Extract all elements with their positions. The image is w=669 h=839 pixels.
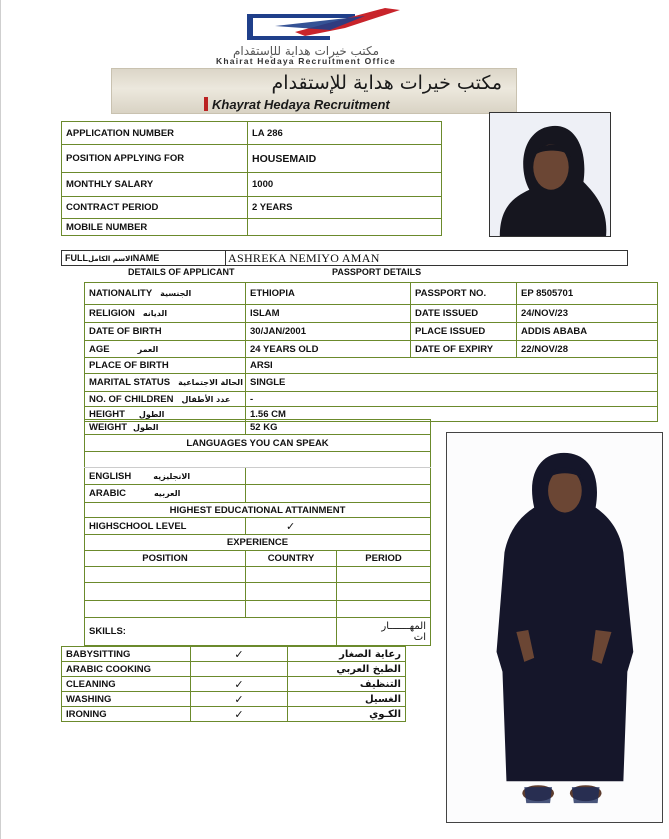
arabic-label-ar: العربيه (153, 489, 181, 498)
skills-label: SKILLS: (85, 618, 337, 646)
date-issued-value: 24/NOV/23 (517, 305, 658, 323)
company-banner (111, 68, 517, 114)
salary-value: 1000 (248, 173, 442, 197)
height-label-ar: الطول (138, 409, 165, 419)
skill-babysitting-ar: رعاية الصغار (288, 647, 406, 662)
details-table (84, 282, 658, 422)
height-value: 1.56 CM (246, 407, 658, 422)
logo-mark-icon (235, 6, 405, 46)
table-row (85, 601, 431, 618)
skills-label-ar-line2: ات (413, 631, 426, 643)
skills-label-ar (337, 618, 431, 646)
place-issued-label: PLACE ISSUED (411, 323, 517, 341)
marital-label: MARITAL STATUS (89, 377, 171, 388)
full-name-label (62, 251, 226, 265)
languages-header: LANGUAGES YOU CAN SPEAK (85, 435, 431, 452)
full-name-label-en2: NAME (132, 253, 160, 263)
skill-cooking-label: ARABIC COOKING (62, 662, 191, 677)
place-issued-value: ADDIS ABABA (517, 323, 658, 341)
marital-value: SINGLE (246, 374, 658, 392)
date-expiry-label: DATE OF EXPIRY (411, 341, 517, 358)
religion-value: ISLAM (246, 305, 411, 323)
table-row (62, 662, 406, 677)
nationality-label: NATIONALITY (89, 288, 153, 299)
experience-col-period: PERIOD (337, 551, 431, 567)
full-body-photo (446, 432, 663, 823)
date-issued-label: DATE ISSUED (411, 305, 517, 323)
table-row (85, 468, 431, 485)
banner-english-text: Khayrat Hedaya Recruitment (212, 97, 390, 112)
table-row (62, 707, 406, 722)
skill-ironing-ar: الكـوي (288, 707, 406, 722)
table-row (62, 647, 406, 662)
table-row (85, 503, 431, 518)
children-value: - (246, 392, 658, 407)
position-value: HOUSEMAID (248, 145, 442, 173)
table-row (85, 551, 431, 567)
full-name-value: ASHREKA NEMIYO AMAN (228, 251, 380, 265)
skill-cooking-ar: الطبخ العربي (288, 662, 406, 677)
table-row (85, 341, 658, 358)
application-number-value: LA 286 (248, 122, 442, 145)
table-row (85, 392, 658, 407)
education-label: HIGHSCHOOL LEVEL (85, 518, 246, 535)
pob-label: PLACE OF BIRTH (85, 358, 246, 374)
height-label: HEIGHT (89, 408, 125, 420)
passport-no-label: PASSPORT NO. (411, 283, 517, 305)
details-header: DETAILS OF APPLICANT (128, 267, 235, 277)
position-label: POSITION APPLYING FOR (62, 145, 248, 173)
weight-label-ar: الطول (133, 422, 159, 432)
lower-form-table (84, 419, 431, 646)
company-logo (161, 6, 451, 64)
children-label-ar: عدد الأطفال (181, 394, 231, 404)
banner-accent (204, 97, 208, 111)
table-row (85, 518, 431, 535)
table-row (85, 323, 658, 341)
full-name-label-ar: الاسم الكامل (88, 255, 133, 263)
table-row (85, 618, 431, 646)
full-name-label-en: FULL (65, 253, 88, 263)
table-row (85, 435, 431, 452)
mobile-label: MOBILE NUMBER (62, 219, 248, 236)
skill-cleaning-ar: التنظيف (288, 677, 406, 692)
education-header: HIGHEST EDUCATIONAL ATTAINMENT (85, 503, 431, 518)
table-row (85, 374, 658, 392)
skill-cooking-check-icon (191, 662, 288, 677)
banner-arabic-text: مكتب خيرات هداية للإستقدام (271, 72, 502, 94)
skill-babysitting-check-icon: ✓ (191, 647, 288, 662)
religion-label-ar: الديانه (142, 309, 168, 318)
arabic-label: ARABIC (89, 488, 126, 499)
religion-label: RELIGION (89, 308, 135, 319)
english-value (246, 468, 431, 485)
table-row (85, 567, 431, 583)
skill-cleaning-check-icon: ✓ (191, 677, 288, 692)
skill-washing-ar: الغسيل (288, 692, 406, 707)
table-row (85, 535, 431, 551)
table-row (62, 219, 442, 236)
table-row (85, 420, 431, 435)
salary-label: MONTHLY SALARY (62, 173, 248, 197)
experience-header: EXPERIENCE (85, 535, 431, 551)
age-label: AGE (89, 343, 110, 355)
table-row (62, 145, 442, 173)
table-row (62, 197, 442, 219)
table-row (85, 283, 658, 305)
marital-label-ar: الحالة الاجتماعية (178, 378, 243, 387)
experience-col-country: COUNTRY (246, 551, 337, 567)
table-row (85, 452, 431, 468)
passport-photo (489, 112, 611, 237)
mobile-value (248, 219, 442, 236)
arabic-value (246, 485, 431, 503)
skills-label-ar-line1: المهـــــــار (381, 620, 426, 632)
dob-value: 30/JAN/2001 (246, 323, 411, 341)
dob-label: DATE OF BIRTH (85, 323, 246, 341)
nationality-label-ar: الجنسية (160, 289, 192, 298)
application-table (61, 121, 442, 236)
logo-arabic-text: مكتب خيرات هداية للإستقدام (232, 44, 380, 58)
table-row (62, 692, 406, 707)
skills-table (61, 646, 406, 722)
application-number-label: APPLICATION NUMBER (62, 122, 248, 145)
weight-value: 52 KG (246, 420, 431, 435)
person-portrait-icon (490, 113, 610, 236)
table-row (85, 358, 658, 374)
skill-washing-check-icon: ✓ (191, 692, 288, 707)
children-label: NO. OF CHILDREN (89, 393, 174, 405)
age-label-ar: العمر (137, 344, 159, 354)
table-row (62, 173, 442, 197)
table-row (85, 485, 431, 503)
person-full-body-icon (447, 433, 662, 822)
skill-ironing-label: IRONING (62, 707, 191, 722)
skill-cleaning-label: CLEANING (62, 677, 191, 692)
english-label-ar: الانجليزيه (153, 471, 191, 481)
pob-value: ARSI (246, 358, 658, 374)
table-row (85, 305, 658, 323)
skill-babysitting-label: BABYSITTING (62, 647, 191, 662)
table-row (62, 122, 442, 145)
english-label: ENGLISH (89, 470, 132, 482)
contract-value: 2 YEARS (248, 197, 442, 219)
experience-col-position: POSITION (85, 551, 246, 567)
age-value: 24 YEARS OLD (246, 341, 411, 358)
logo-english-text: Khairat Hedaya Recruitment Office (216, 56, 396, 66)
passport-no-value: EP 8505701 (517, 283, 658, 305)
full-name-row (61, 250, 628, 266)
skill-ironing-check-icon: ✓ (191, 707, 288, 722)
passport-header: PASSPORT DETAILS (332, 267, 422, 277)
table-row (62, 677, 406, 692)
table-row (85, 583, 431, 601)
date-expiry-value: 22/NOV/28 (517, 341, 658, 358)
education-check-icon: ✓ (246, 518, 431, 535)
skill-washing-label: WASHING (62, 692, 191, 707)
weight-label: WEIGHT (89, 421, 127, 433)
nationality-value: ETHIOPIA (246, 283, 411, 305)
contract-label: CONTRACT PERIOD (62, 197, 248, 219)
